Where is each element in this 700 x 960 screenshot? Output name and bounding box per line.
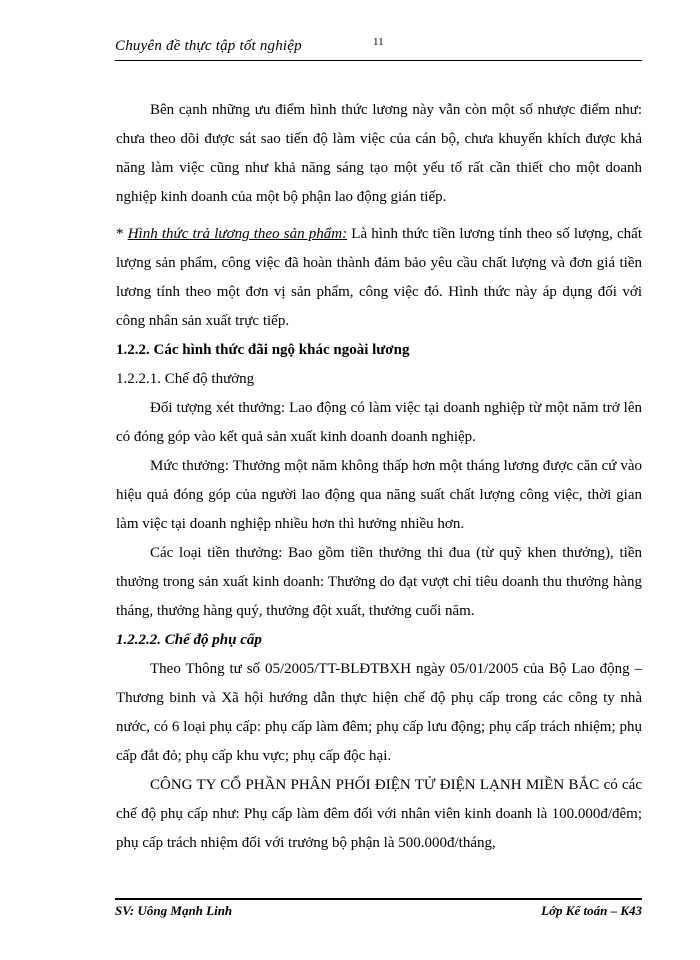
document-body xyxy=(116,96,642,858)
paragraph-bonus-subjects: Đối tượng xét thưởng: Lao động có làm việc tại doanh nghiệp từ một năm trở lên có đóng góp vào kết quả sản xuất kinh doanh doanh nghiệp. xyxy=(116,400,642,445)
heading-1-2-2: 1.2.2. Các hình thức đãi ngộ khác ngoài lương xyxy=(116,342,410,358)
page-number: 11 xyxy=(373,36,384,48)
footer-class: Lớp Kế toán – K43 xyxy=(541,903,642,918)
paragraph-company-allowance: CÔNG TY CỔ PHẦN PHÂN PHỐI ĐIỆN TỬ ĐIỆN LẠNH MIỀN BẮC có các chế độ phụ cấp như: Phụ cấp làm đêm đối với nhân viên kinh doanh là 100.000đ/đêm; phụ cấp trách nhiệm đối với trưởng bộ phận là 500.000đ/tháng, xyxy=(116,777,642,851)
page-footer xyxy=(115,898,642,924)
paragraph-bonus-level: Mức thưởng: Thưởng một năm không thấp hơn một tháng lương được căn cứ vào hiệu quả đóng góp của người lao động qua năng suất chất lượng công việc, thời gian làm việc tại doanh nghiệp nhiều hơn thì hưởng nhiều hơn. xyxy=(116,458,642,532)
paragraph-drawbacks: Bên cạnh những ưu điểm hình thức lương này vẫn còn một số nhược điểm như: chưa theo dõi được sát sao tiến độ làm việc của cán bộ, chưa khuyến khích được khả năng làm việc cũng như khả năng sáng tạo một yếu tố rất cần thiết cho một doanh nghiệp kinh doanh của một bộ phận lao động gián tiếp. xyxy=(116,102,642,205)
heading-1-2-2-2: 1.2.2.2. Chế độ phụ cấp xyxy=(116,632,262,648)
bullet-star: * xyxy=(116,226,128,242)
paragraph-allowance-circular: Theo Thông tư số 05/2005/TT-BLĐTBXH ngày 05/01/2005 của Bộ Lao động – Thương binh và Xã hội hướng dẫn thực hiện chế độ phụ cấp trong các công ty nhà nước, có 6 loại phụ cấp: phụ cấp làm đêm; phụ cấp lưu động; phụ cấp trách nhiệm; phụ cấp đắt đỏ; phụ cấp khu vực; phụ cấp độc hại. xyxy=(116,661,642,764)
paragraph-bonus-types: Các loại tiền thưởng: Bao gồm tiền thưởng thi đua (từ quỹ khen thưởng), tiền thưởng trong sản xuất kinh doanh: Thưởng do đạt vượt chỉ tiêu doanh thu thưởng hàng tháng, thưởng hàng quý, thưởng đột xuất, thưởng cuối năm. xyxy=(116,545,642,619)
product-pay-text: Là hình thức tiền lương tính theo số lượng, chất lượng sản phẩm, công việc đã hoàn thành đảm bảo yêu cầu chất lượng và đơn giá tiền lương tính theo một đơn vị sản phẩm, công việc đó. Hình thức này áp dụng đối với công nhân sản xuất trực tiếp. xyxy=(116,226,643,329)
footer-rule xyxy=(115,898,642,900)
page-header xyxy=(115,38,642,62)
header-rule xyxy=(115,60,642,61)
header-title: Chuyên đề thực tập tốt nghiệp xyxy=(115,38,302,54)
heading-1-2-2-1: 1.2.2.1. Chế độ thưởng xyxy=(116,371,255,387)
footer-student: SV: Uông Mạnh Linh xyxy=(115,903,233,918)
product-pay-label: Hình thức trả lương theo sản phẩm: xyxy=(127,226,348,242)
paragraph-product-pay xyxy=(116,220,642,336)
